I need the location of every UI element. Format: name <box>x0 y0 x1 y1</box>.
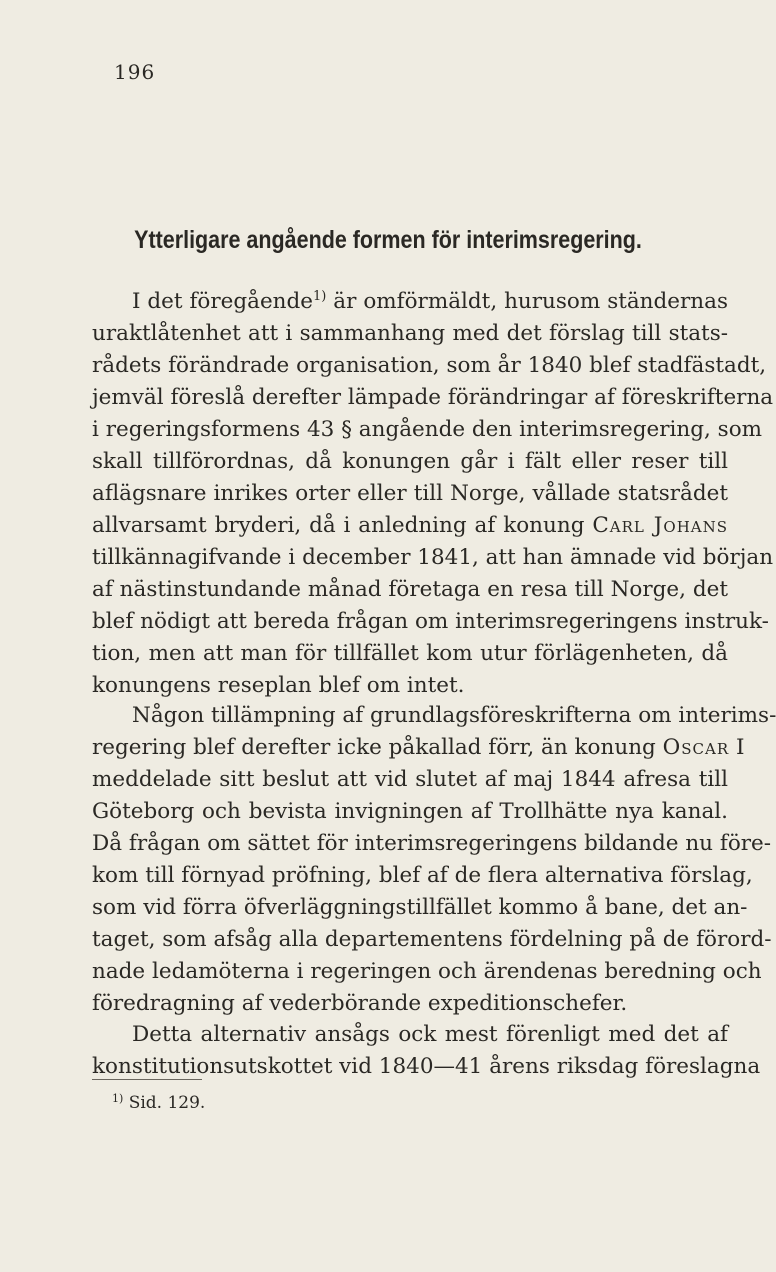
text-span: allvarsamt bryderi, då i anledning af konung <box>92 513 593 538</box>
chapter-heading: Ytterligare angående formen för interimsregering. <box>134 226 642 254</box>
text-line <box>92 735 745 760</box>
text-line: tion, men att man för tillfället kom utur förlägenheten, då <box>92 641 728 666</box>
footnote-divider <box>92 1079 202 1080</box>
text-span: regering blef derefter icke påkallad förr, än konung <box>92 735 663 760</box>
text-line: uraktlåtenhet att i sammanhang med det förslag till stats- <box>92 321 728 346</box>
text-span: I det föregående <box>132 289 314 314</box>
text-line: nade ledamöterna i regeringen och ärendenas beredning och <box>92 959 762 984</box>
text-span: I <box>729 735 745 760</box>
text-line: kom till förnyad pröfning, blef af de flera alternativa förslag, <box>92 863 753 888</box>
footnote-text: Sid. 129. <box>123 1093 206 1113</box>
page-number: 196 <box>114 60 156 84</box>
text-line <box>132 289 728 314</box>
text-line: som vid förra öfverläggningstillfället kommo å bane, det an- <box>92 895 748 920</box>
text-line: blef nödigt att bereda frågan om interimsregeringens instruk- <box>92 609 769 634</box>
text-line: Detta alternativ ansågs ock mest förenligt med det af <box>132 1022 728 1047</box>
footnote-marker: 1) <box>112 1092 124 1105</box>
text-line: rådets förändrade organisation, som år 1840 blef stadfästadt, <box>92 353 767 378</box>
text-line: af nästinstundande månad företaga en resa till Norge, det <box>92 577 728 602</box>
footnote-reference: 1) <box>313 289 327 304</box>
text-line: konstitutionsutskottet vid 1840—41 årens riksdag föreslagna <box>92 1054 761 1079</box>
text-line: Då frågan om sättet för interimsregeringens bildande nu före- <box>92 831 772 856</box>
text-line <box>92 513 728 538</box>
text-line: föredragning af vederbörande expeditionschefer. <box>92 991 628 1016</box>
person-name: Carl Johans <box>592 513 729 538</box>
person-name: Oscar <box>662 735 730 760</box>
text-span: är omförmäldt, hurusom ständernas <box>326 289 728 314</box>
text-line: skall tillförordnas, då konungen går i fält eller reser till <box>92 449 728 474</box>
text-line: meddelade sitt beslut att vid slutet af maj 1844 afresa till <box>92 767 728 792</box>
text-line: taget, som afsåg alla departementens fördelning på de förord- <box>92 927 772 952</box>
text-line: konungens reseplan blef om intet. <box>92 673 465 698</box>
text-line: Göteborg och bevista invigningen af Trollhätte nya kanal. <box>92 799 728 824</box>
text-line: tillkännagifvande i december 1841, att han ämnade vid början <box>92 545 774 570</box>
text-line: jemväl föreslå derefter lämpade förändringar af föreskrifterna <box>92 385 774 410</box>
text-line: Någon tillämpning af grundlagsföreskrifterna om interims- <box>132 703 776 728</box>
footnote <box>112 1092 205 1113</box>
text-line: aflägsnare inrikes orter eller till Norge, vållade statsrådet <box>92 481 728 506</box>
text-line: i regeringsformens 43 § angående den interimsregering, som <box>92 417 763 442</box>
